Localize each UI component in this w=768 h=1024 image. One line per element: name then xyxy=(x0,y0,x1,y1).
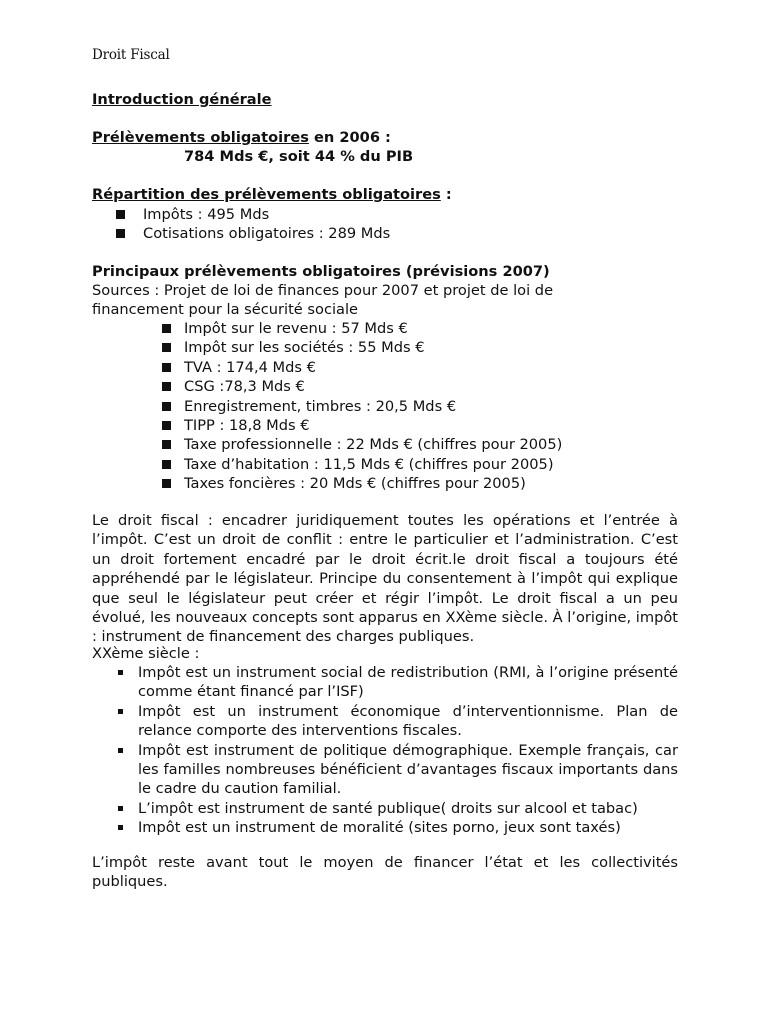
sources-line-1: Sources : Projet de loi de finances pour 2007 et projet de loi de xyxy=(92,282,554,299)
prelev-label: Prélèvements obligatoires xyxy=(92,129,309,146)
principaux-title: Principaux prélèvements obligatoires (prévisions 2007) xyxy=(92,263,550,280)
list-item: Impôt sur les sociétés : 55 Mds € xyxy=(92,338,678,357)
list-item: TIPP : 18,8 Mds € xyxy=(92,416,678,435)
list-item: Impôt est un instrument économique d’interventionnisme. Plan de relance comporte des interventions fiscales. xyxy=(92,702,678,741)
list-item: Impôts : 495 Mds xyxy=(92,205,678,224)
list-item: Taxe d’habitation : 11,5 Mds € (chiffres pour 2005) xyxy=(92,455,678,474)
intro-title: Introduction générale xyxy=(92,91,272,108)
list-item: Enregistrement, timbres : 20,5 Mds € xyxy=(92,397,678,416)
repartition-title-rest: : xyxy=(440,186,452,203)
list-item: Taxe professionnelle : 22 Mds € (chiffres pour 2005) xyxy=(92,435,678,454)
prelev-label-rest: en 2006 : xyxy=(308,129,391,146)
roles-list xyxy=(92,663,678,838)
list-item: Impôt sur le revenu : 57 Mds € xyxy=(92,319,678,338)
repartition-heading xyxy=(92,185,678,204)
list-item: TVA : 174,4 Mds € xyxy=(92,358,678,377)
siecle-label: XXème siècle : xyxy=(92,645,200,662)
prelev-value: 784 Mds €, soit 44 % du PIB xyxy=(184,148,414,165)
repartition-list xyxy=(92,205,678,244)
list-item: Impôt est un instrument social de redistribution (RMI, à l’origine présenté comme étant financé par l’ISF) xyxy=(92,663,678,702)
prelev-heading xyxy=(92,128,678,147)
sources-line-2: financement pour la sécurité sociale xyxy=(92,301,358,318)
list-item: CSG :78,3 Mds € xyxy=(92,377,678,396)
list-item: Taxes foncières : 20 Mds € (chiffres pour 2005) xyxy=(92,474,678,493)
list-item: L’impôt est instrument de santé publique( droits sur alcool et tabac) xyxy=(92,799,678,818)
principaux-list xyxy=(92,319,678,494)
conclusion-paragraph: L’impôt reste avant tout le moyen de financer l’état et les collectivités publiques. xyxy=(92,854,678,891)
document-header: Droit Fiscal xyxy=(92,47,170,63)
repartition-title: Répartition des prélèvements obligatoires xyxy=(92,186,441,203)
list-item: Impôt est instrument de politique démographique. Exemple français, car les familles nombreuses bénéficient d’avantages fiscaux importants dans le cadre du caution familial. xyxy=(92,741,678,799)
paragraph-droit-fiscal: Le droit fiscal : encadrer juridiquement toutes les opérations et l’entrée à l’impôt. C’est un droit de conflit : entre le particulier et l’administration. C’est un droit fortement encadré par le droit écrit.le droit fiscal a toujours été appréhendé par le législateur. Principe du consentement à l’impôt qui explique que seul le législateur peut créer et régir l’impôt. Le droit fiscal a un peu évolué, les nouveaux concepts sont apparus en XXème siècle. À l’origine, impôt : instrument de financement des charges publiques. xyxy=(92,512,678,646)
list-item: Cotisations obligatoires : 289 Mds xyxy=(92,224,678,243)
list-item: Impôt est un instrument de moralité (sites porno, jeux sont taxés) xyxy=(92,818,678,837)
